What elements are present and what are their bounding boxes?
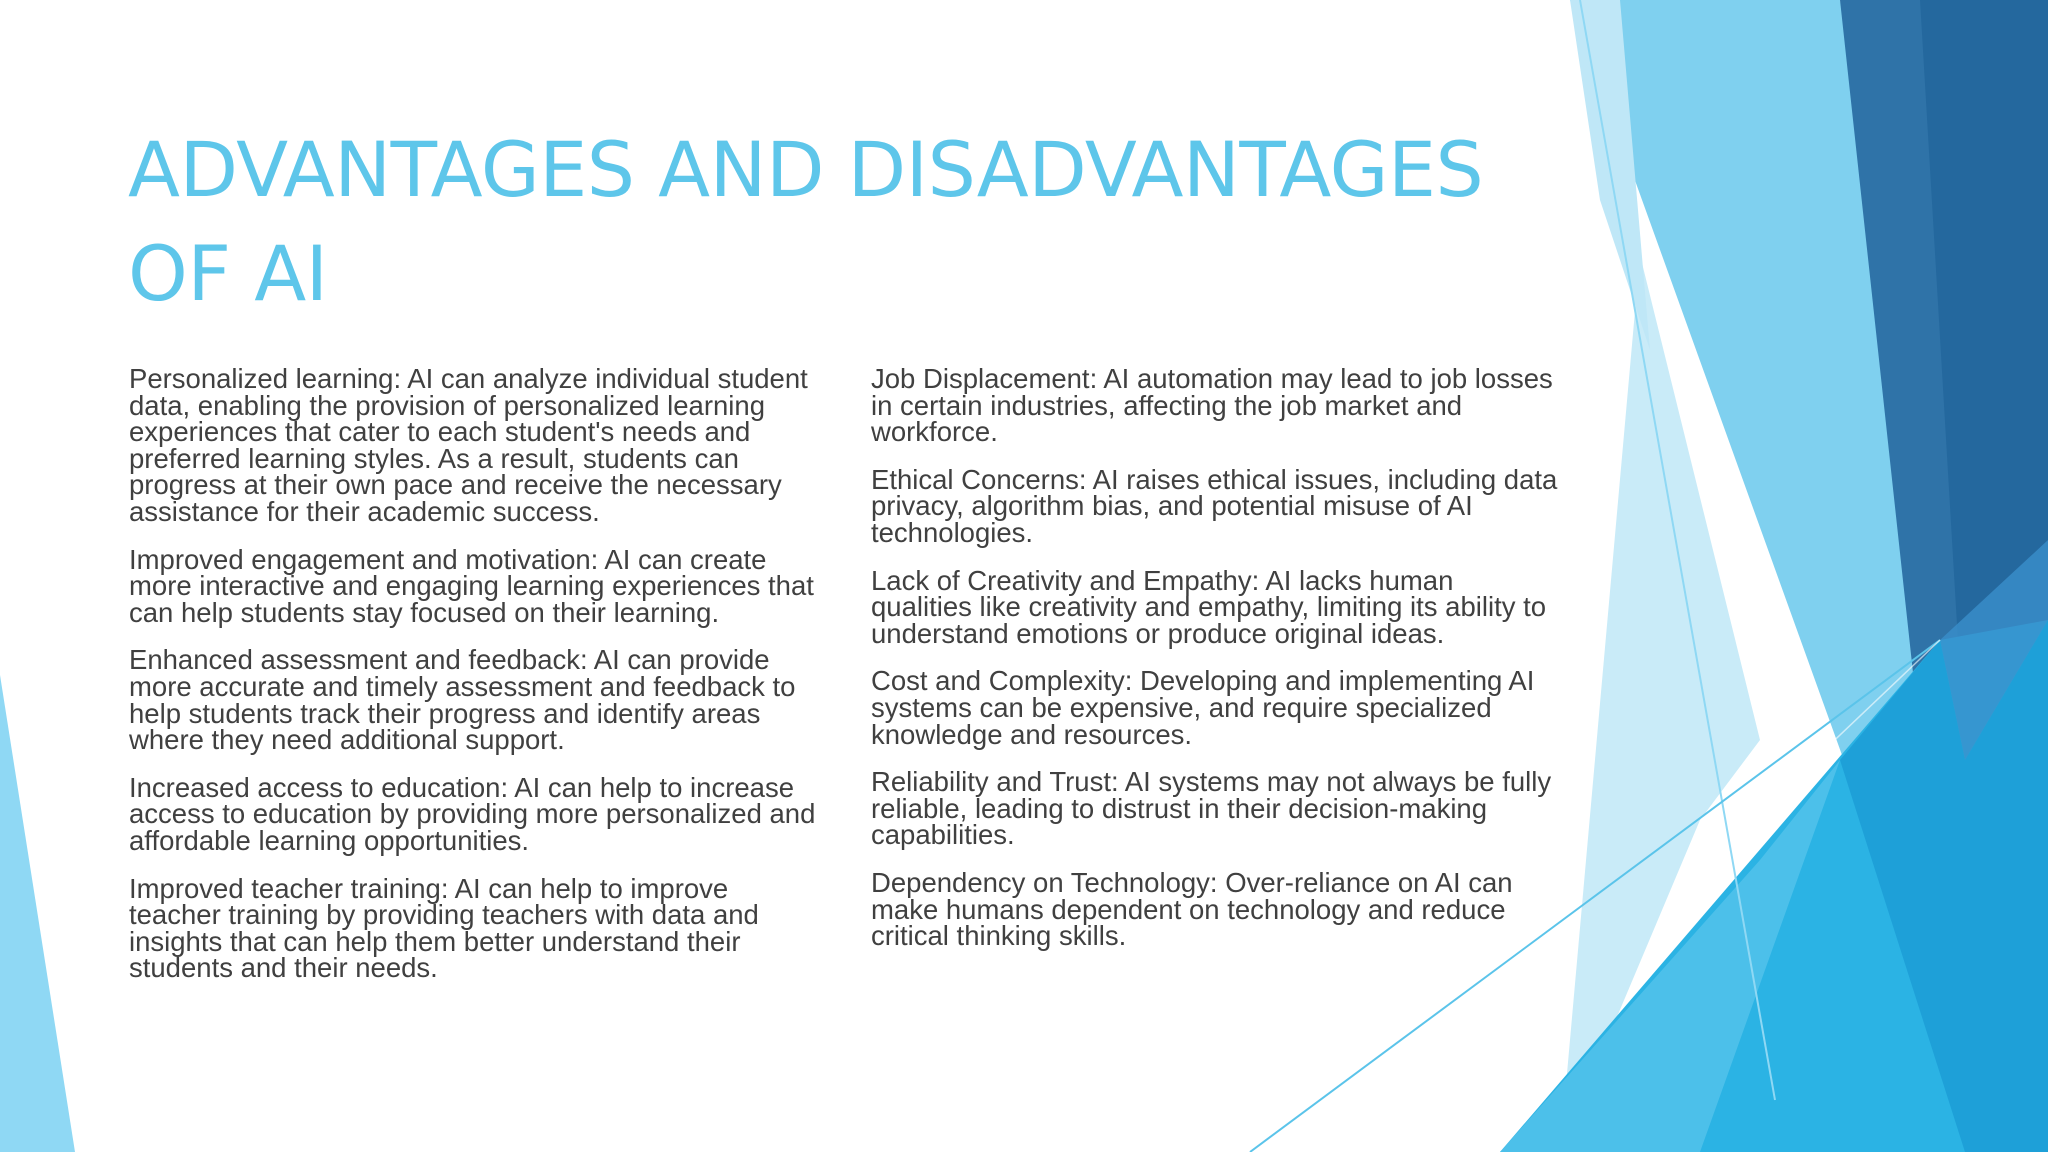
left-edge-accent	[0, 675, 75, 1152]
disadvantage-item: Reliability and Trust: AI systems may not always be fully reliable, leading to distrust in their decision-making capabilities.	[871, 766, 1552, 851]
advantages-column	[129, 363, 819, 1003]
disadvantages-column	[871, 363, 1561, 971]
disadvantage-item: Lack of Creativity and Empathy: AI lacks human qualities like creativity and empathy, limiting its ability to understand emotions or produce original ideas.	[871, 564, 1547, 649]
disadvantage-item: Job Displacement: AI automation may lead to job losses in certain industries, affecting the job market and workforce.	[871, 363, 1553, 448]
disadvantage-item: Ethical Concerns: AI raises ethical issues, including data privacy, algorithm bias, and potential misuse of AI technologies.	[871, 463, 1558, 548]
slide-title	[128, 118, 1528, 326]
slide-title-line-2: OF AI	[128, 229, 328, 318]
disadvantage-item: Cost and Complexity: Developing and implementing AI systems can be expensive, and require specialized knowledge and resources.	[871, 665, 1535, 750]
disadvantage-item: Dependency on Technology: Over-reliance on AI can make humans dependent on technology and reduce critical thinking skills.	[871, 866, 1513, 952]
advantage-item: Enhanced assessment and feedback: AI can provide more accurate and timely assessment and feedback to help students track their progress and identify areas where they need additional support.	[129, 644, 796, 756]
advantage-item: Improved engagement and motivation: AI can create more interactive and engaging learning experiences that can help students stay focused on their learning.	[129, 543, 814, 628]
slide-title-line-1: ADVANTAGES AND DISADVANTAGES	[128, 125, 1484, 214]
advantage-item: Improved teacher training: AI can help to improve teacher training by providing teachers with data and insights that can help them better understand their students and their needs.	[129, 872, 759, 984]
advantage-item: Increased access to education: AI can help to increase access to education by providing more personalized and affordable learning opportunities.	[129, 771, 816, 856]
advantage-item: Personalized learning: AI can analyze individual student data, enabling the provision of personalized learning experiences that cater to each student's needs and preferred learning styles. As a result, students can progress at their own pace and receive the necessary assistance for their academic success.	[129, 363, 808, 527]
